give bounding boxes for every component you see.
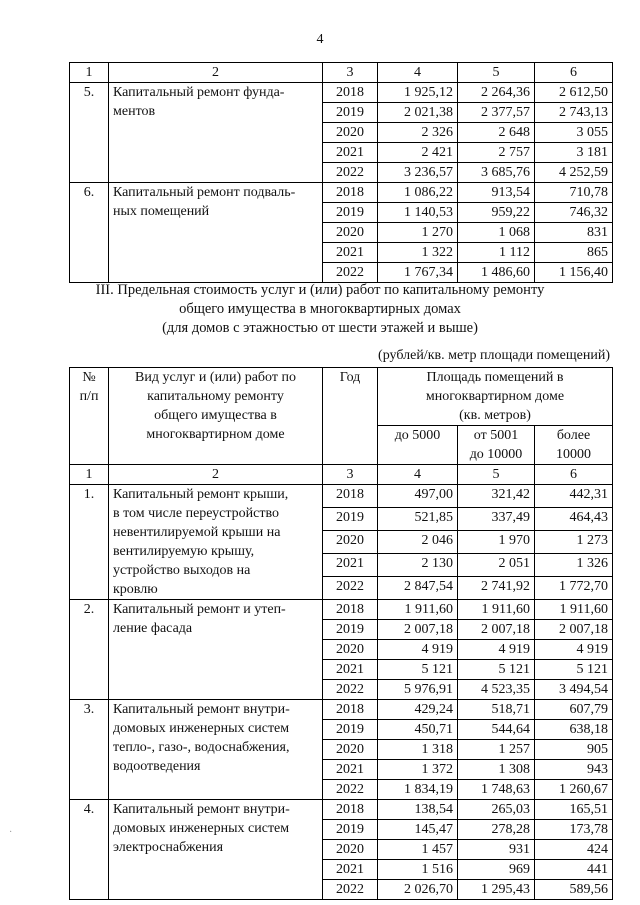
year-cell: 2021	[323, 243, 378, 263]
item-number: 3.	[70, 700, 109, 800]
header-year: Год	[323, 368, 378, 465]
column-number: 3	[323, 465, 378, 485]
value-cell: 441	[535, 860, 613, 880]
value-cell: 1 326	[535, 554, 613, 577]
value-cell: 450,71	[378, 720, 458, 740]
column-number: 4	[378, 63, 458, 83]
value-cell: 2 007,18	[378, 620, 458, 640]
value-cell: 145,47	[378, 820, 458, 840]
item-name: Капитальный ремонт фунда- ментов	[109, 83, 323, 183]
value-cell: 1 748,63	[458, 780, 535, 800]
margin-mark: ·	[9, 827, 13, 838]
year-cell: 2020	[323, 740, 378, 760]
section-title-line: (для домов с этажностью от шести этажей и выше)	[162, 320, 478, 336]
value-cell: 497,00	[378, 485, 458, 508]
column-number: 2	[109, 465, 323, 485]
value-cell: 3 181	[535, 143, 613, 163]
value-cell: 1 295,43	[458, 880, 535, 900]
value-cell: 1 925,12	[378, 83, 458, 103]
table-row	[70, 83, 613, 103]
cost-table-section-3	[69, 367, 613, 900]
section-title	[0, 281, 640, 338]
value-cell: 2 026,70	[378, 880, 458, 900]
value-cell: 173,78	[535, 820, 613, 840]
year-cell: 2019	[323, 720, 378, 740]
value-cell: 1 260,67	[535, 780, 613, 800]
year-cell: 2018	[323, 800, 378, 820]
value-cell: 424	[535, 840, 613, 860]
value-cell: 521,85	[378, 508, 458, 531]
value-cell: 2 847,54	[378, 577, 458, 600]
value-cell: 913,54	[458, 183, 535, 203]
value-cell: 2 743,13	[535, 103, 613, 123]
value-cell: 321,42	[458, 485, 535, 508]
column-number: 1	[70, 63, 109, 83]
value-cell: 3 236,57	[378, 163, 458, 183]
year-cell: 2020	[323, 531, 378, 554]
item-number: 5.	[70, 83, 109, 183]
header-kind: Вид услуг и (или) работ по капитальному ремонту общего имущества в многоквартирном доме	[109, 368, 323, 465]
value-cell: 2 377,57	[458, 103, 535, 123]
value-cell: 2 648	[458, 123, 535, 143]
value-cell: 1 516	[378, 860, 458, 880]
value-cell: 2 612,50	[535, 83, 613, 103]
value-cell: 278,28	[458, 820, 535, 840]
value-cell: 5 976,91	[378, 680, 458, 700]
value-cell: 1 140,53	[378, 203, 458, 223]
table-row	[70, 485, 613, 508]
column-number: 1	[70, 465, 109, 485]
value-cell: 1 156,40	[535, 263, 613, 283]
item-name: Капитальный ремонт и утеп- ление фасада	[109, 600, 323, 700]
value-cell: 831	[535, 223, 613, 243]
value-cell: 544,64	[458, 720, 535, 740]
value-cell: 429,24	[378, 700, 458, 720]
value-cell: 710,78	[535, 183, 613, 203]
value-cell: 943	[535, 760, 613, 780]
value-cell: 165,51	[535, 800, 613, 820]
year-cell: 2018	[323, 83, 378, 103]
value-cell: 589,56	[535, 880, 613, 900]
value-cell: 746,32	[535, 203, 613, 223]
value-cell: 1 308	[458, 760, 535, 780]
value-cell: 4 919	[458, 640, 535, 660]
value-cell: 4 252,59	[535, 163, 613, 183]
column-number-row	[70, 465, 613, 485]
units-note: (рублей/кв. метр площади помещений)	[378, 348, 610, 363]
value-cell: 3 685,76	[458, 163, 535, 183]
column-number: 6	[535, 465, 613, 485]
year-cell: 2019	[323, 203, 378, 223]
header-no: № п/п	[70, 368, 109, 465]
year-cell: 2022	[323, 780, 378, 800]
table-row	[70, 600, 613, 620]
value-cell: 969	[458, 860, 535, 880]
column-number: 5	[458, 465, 535, 485]
value-cell: 1 457	[378, 840, 458, 860]
year-cell: 2019	[323, 820, 378, 840]
value-cell: 5 121	[378, 660, 458, 680]
value-cell: 265,03	[458, 800, 535, 820]
item-name: Капитальный ремонт подваль- ных помещений	[109, 183, 323, 283]
item-name: Капитальный ремонт крыши, в том числе переустройство невентилируемой крыши на вентилируемую крышу, устройство выходов на кровлю	[109, 485, 323, 600]
value-cell: 1 767,34	[378, 263, 458, 283]
value-cell: 1 772,70	[535, 577, 613, 600]
table-row	[70, 700, 613, 720]
value-cell: 607,79	[535, 700, 613, 720]
value-cell: 2 130	[378, 554, 458, 577]
value-cell: 2 741,92	[458, 577, 535, 600]
value-cell: 2 007,18	[535, 620, 613, 640]
year-cell: 2018	[323, 183, 378, 203]
item-name: Капитальный ремонт внутри- домовых инженерных систем тепло-, газо-, водоснабжения, водоотведения	[109, 700, 323, 800]
table-row	[70, 800, 613, 820]
page-number: 4	[316, 32, 324, 47]
column-number: 3	[323, 63, 378, 83]
section-title-line: III. Предельная стоимость услуг и (или) работ по капитальному ремонту	[95, 282, 545, 298]
value-cell: 1 911,60	[458, 600, 535, 620]
value-cell: 2 757	[458, 143, 535, 163]
value-cell: 2 264,36	[458, 83, 535, 103]
item-number: 6.	[70, 183, 109, 283]
column-number: 5	[458, 63, 535, 83]
value-cell: 1 086,22	[378, 183, 458, 203]
year-cell: 2020	[323, 640, 378, 660]
table-row	[70, 183, 613, 203]
value-cell: 1 318	[378, 740, 458, 760]
year-cell: 2020	[323, 840, 378, 860]
column-number-row	[70, 63, 613, 83]
header-col-b: от 5001 до 10000	[458, 426, 535, 465]
value-cell: 1 273	[535, 531, 613, 554]
value-cell: 1 911,60	[378, 600, 458, 620]
item-number: 2.	[70, 600, 109, 700]
value-cell: 4 523,35	[458, 680, 535, 700]
cost-table-continued	[69, 62, 613, 283]
column-number: 4	[378, 465, 458, 485]
year-cell: 2022	[323, 163, 378, 183]
value-cell: 1 257	[458, 740, 535, 760]
value-cell: 4 919	[535, 640, 613, 660]
value-cell: 2 421	[378, 143, 458, 163]
year-cell: 2018	[323, 485, 378, 508]
year-cell: 2021	[323, 660, 378, 680]
value-cell: 138,54	[378, 800, 458, 820]
year-cell: 2018	[323, 700, 378, 720]
value-cell: 464,43	[535, 508, 613, 531]
header-col-c: более 10000	[535, 426, 613, 465]
year-cell: 2021	[323, 143, 378, 163]
value-cell: 2 007,18	[458, 620, 535, 640]
value-cell: 1 911,60	[535, 600, 613, 620]
year-cell: 2020	[323, 223, 378, 243]
item-name: Капитальный ремонт внутри- домовых инженерных систем электроснабжения	[109, 800, 323, 900]
value-cell: 1 970	[458, 531, 535, 554]
value-cell: 518,71	[458, 700, 535, 720]
value-cell: 2 046	[378, 531, 458, 554]
value-cell: 5 121	[458, 660, 535, 680]
value-cell: 1 270	[378, 223, 458, 243]
value-cell: 2 051	[458, 554, 535, 577]
section-title-line: общего имущества в многоквартирных домах	[179, 301, 461, 317]
item-number: 4.	[70, 800, 109, 900]
value-cell: 638,18	[535, 720, 613, 740]
year-cell: 2019	[323, 620, 378, 640]
value-cell: 931	[458, 840, 535, 860]
year-cell: 2021	[323, 860, 378, 880]
value-cell: 4 919	[378, 640, 458, 660]
value-cell: 1 112	[458, 243, 535, 263]
year-cell: 2022	[323, 577, 378, 600]
value-cell: 1 372	[378, 760, 458, 780]
item-number: 1.	[70, 485, 109, 600]
year-cell: 2020	[323, 123, 378, 143]
header-col-a: до 5000	[378, 426, 458, 465]
year-cell: 2022	[323, 880, 378, 900]
value-cell: 3 494,54	[535, 680, 613, 700]
value-cell: 2 021,38	[378, 103, 458, 123]
value-cell: 905	[535, 740, 613, 760]
value-cell: 865	[535, 243, 613, 263]
value-cell: 442,31	[535, 485, 613, 508]
year-cell: 2021	[323, 760, 378, 780]
column-number: 6	[535, 63, 613, 83]
year-cell: 2019	[323, 508, 378, 531]
value-cell: 1 068	[458, 223, 535, 243]
value-cell: 1 322	[378, 243, 458, 263]
year-cell: 2022	[323, 263, 378, 283]
value-cell: 5 121	[535, 660, 613, 680]
value-cell: 337,49	[458, 508, 535, 531]
year-cell: 2021	[323, 554, 378, 577]
year-cell: 2018	[323, 600, 378, 620]
year-cell: 2019	[323, 103, 378, 123]
column-number: 2	[109, 63, 323, 83]
year-cell: 2022	[323, 680, 378, 700]
table-header-row	[70, 368, 613, 426]
value-cell: 1 486,60	[458, 263, 535, 283]
header-area: Площадь помещений в многоквартирном доме (кв. метров)	[378, 368, 613, 426]
value-cell: 1 834,19	[378, 780, 458, 800]
value-cell: 959,22	[458, 203, 535, 223]
value-cell: 2 326	[378, 123, 458, 143]
value-cell: 3 055	[535, 123, 613, 143]
